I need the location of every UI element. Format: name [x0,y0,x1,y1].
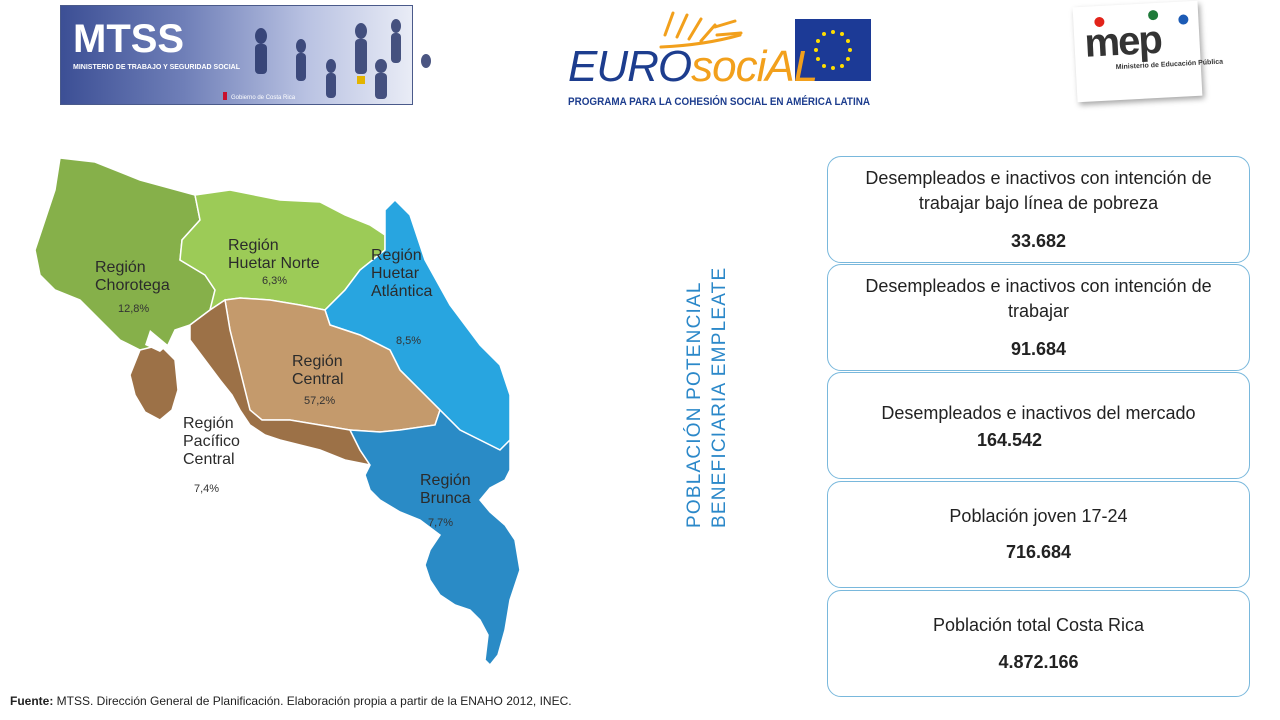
svg-text:EUROsociAL [568,42,817,91]
eurosocial-tagline: PROGRAMA PARA LA COHESIÓN SOCIAL EN AMÉRICA LATINA [568,96,904,108]
region-percent: 8,5% [396,335,422,347]
region-name-line: Chorotega [95,277,170,294]
region-brunca [350,410,520,665]
region-name-line: Región [228,237,279,254]
region-name-line: Huetar [371,265,420,282]
vertical-title [682,243,738,528]
stat-card-value: 4.872.166 [998,652,1079,672]
region-name-line: Huetar Norte [228,255,320,272]
stat-card-4 [827,481,1250,588]
region-name-line: Pacífico [183,433,240,450]
stat-card-value: 164.542 [976,430,1043,450]
vertical-title-line2: BENEFICIARIA EMPLEATE [709,266,730,528]
stat-card-label: Desempleados e inactivos del mercado [881,403,1196,423]
mep-logo [1073,1,1224,102]
eurosocial-graphic [565,5,904,110]
mtss-logo [60,5,413,105]
source-text: MTSS. Dirección General de Planificación. Elaboración propia a partir de la ENAHO 2012, INEC. [53,694,572,708]
stat-card-label: Desempleados e inactivos con intención de trabajar [865,276,1212,321]
vertical-title-line1: POBLACIÓN POTENCIAL [684,281,705,528]
source-note [10,694,572,708]
stat-card-label: Desempleados e inactivos con intención de trabajar bajo línea de pobreza [865,168,1212,213]
region-name-line: Región [371,247,422,264]
mep-graphic [1073,1,1224,102]
stat-card-label: Población total Costa Rica [932,615,1145,635]
region-percent: 7,7% [428,517,454,529]
region-name-line: Región [95,259,146,276]
eurosocial-word-b: sociAL [691,42,818,91]
mep-word: mep [1083,17,1162,66]
mtss-gov: Gobierno de Costa Rica [231,95,296,101]
region-name-line: Brunca [420,490,471,507]
stat-card-value: 716.684 [1005,542,1072,562]
mtss-subtitle: MINISTERIO DE TRABAJO Y SEGURIDAD SOCIAL [73,64,240,71]
region-name-line: Región [420,472,471,489]
costa-rica-region-map [0,140,560,680]
region-name-line: Región [183,415,234,432]
region-name-line: Región [292,353,343,370]
mep-subtitle: Ministerio de Educación Pública [1115,58,1224,72]
stat-card-label: Población joven 17-24 [949,506,1128,526]
stat-card-1 [827,156,1250,263]
stat-card-value: 91.684 [1010,339,1067,359]
region-percent: 6,3% [262,275,288,287]
region-name-line: Central [183,451,235,468]
region-percent: 12,8% [118,303,150,315]
region-percent: 7,4% [194,483,220,495]
stat-card-3 [827,372,1250,479]
region-percent: 57,2% [304,395,336,407]
mtss-workers-graphic [61,6,414,106]
mtss-title: MTSS [73,17,185,61]
region-name-line: Atlántica [371,283,433,300]
eurosocial-word-a: EURO [568,42,692,91]
eurosocial-logo [565,5,904,110]
region-name-line: Central [292,371,344,388]
stat-card-5 [827,590,1250,697]
stat-card-value: 33.682 [1010,231,1067,251]
source-prefix: Fuente: [10,694,54,708]
stat-card-2 [827,264,1250,371]
